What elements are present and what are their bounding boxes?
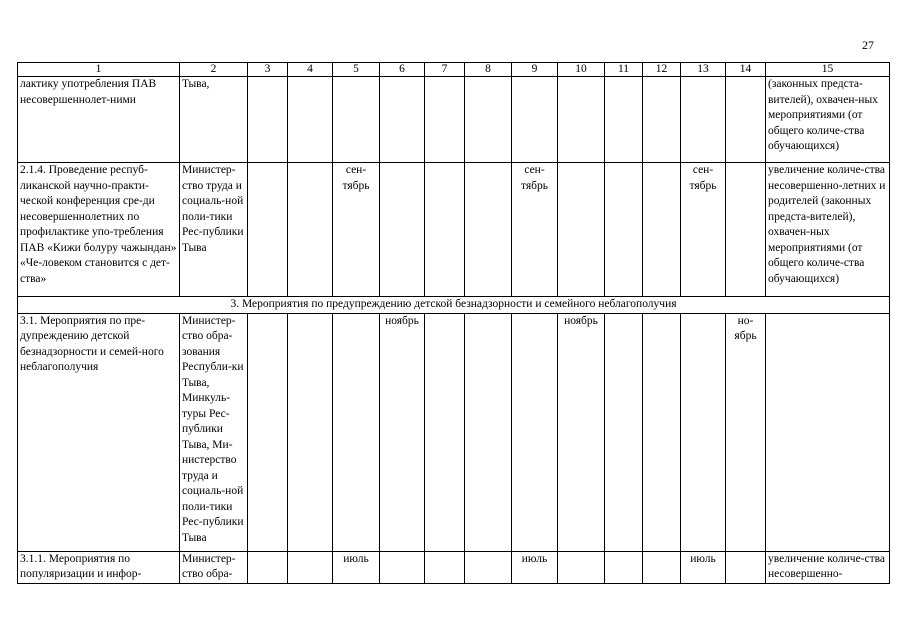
executor-cell: Тыва, [180, 77, 248, 163]
header-cell: 11 [605, 63, 643, 77]
month-cell: сен-тябрь [512, 163, 558, 297]
header-cell: 2 [180, 63, 248, 77]
table-row [18, 77, 890, 163]
empty-cell [605, 313, 643, 551]
table-row [18, 551, 890, 583]
plan-table [17, 62, 890, 584]
month-cell: ноябрь [380, 313, 425, 551]
header-cell: 1 [18, 63, 180, 77]
empty-cell [288, 551, 333, 583]
empty-cell [643, 163, 681, 297]
empty-cell [643, 77, 681, 163]
month-cell: сен-тябрь [681, 163, 726, 297]
page-number: 27 [862, 38, 874, 52]
indicator-cell: увеличение количе-ства несовершенно-летних и родителей (законных предста-вителей), охвачен-ных мероприятиями (от общего количе-ства обучающихся) [766, 163, 890, 297]
measure-name-cell: 3.1. Мероприятия по пре-дупреждению детской безнадзорности и семей-ного неблагополучия [18, 313, 180, 551]
empty-cell [465, 551, 512, 583]
empty-cell [425, 77, 465, 163]
empty-cell [643, 313, 681, 551]
month-cell [380, 551, 425, 583]
month-cell: сен-тябрь [333, 163, 380, 297]
empty-cell [288, 163, 333, 297]
header-cell: 12 [643, 63, 681, 77]
empty-cell [288, 77, 333, 163]
empty-cell [605, 77, 643, 163]
month-cell [333, 313, 380, 551]
month-cell [726, 163, 766, 297]
empty-cell [425, 313, 465, 551]
header-row [18, 63, 890, 77]
measure-name-cell: 3.1.1. Мероприятия по популяризации и инфор- [18, 551, 180, 583]
empty-cell [643, 551, 681, 583]
month-cell: июль [681, 551, 726, 583]
empty-cell [248, 163, 288, 297]
empty-cell [248, 551, 288, 583]
month-cell: ноябрь [558, 313, 605, 551]
month-cell [681, 77, 726, 163]
section-title: 3. Мероприятия по предупреждению детской безнадзорности и семейного неблагополучия [18, 297, 890, 314]
header-cell: 9 [512, 63, 558, 77]
executor-cell: Министер-ство обра- [180, 551, 248, 583]
empty-cell [605, 551, 643, 583]
indicator-cell: увеличение количе-ства несовершенно- [766, 551, 890, 583]
month-cell [726, 551, 766, 583]
month-cell [380, 163, 425, 297]
section-row [18, 297, 890, 314]
empty-cell [465, 313, 512, 551]
empty-cell [605, 163, 643, 297]
header-cell: 7 [425, 63, 465, 77]
empty-cell [288, 313, 333, 551]
month-cell: июль [333, 551, 380, 583]
empty-cell [248, 313, 288, 551]
month-cell [558, 551, 605, 583]
table-row [18, 163, 890, 297]
measure-name-cell: лактику употребления ПАВ несовершеннолет-ними [18, 77, 180, 163]
empty-cell [248, 77, 288, 163]
month-cell [380, 77, 425, 163]
month-cell [681, 313, 726, 551]
header-cell: 5 [333, 63, 380, 77]
header-cell: 15 [766, 63, 890, 77]
month-cell: июль [512, 551, 558, 583]
empty-cell [465, 163, 512, 297]
header-cell: 8 [465, 63, 512, 77]
header-cell: 4 [288, 63, 333, 77]
month-cell [512, 77, 558, 163]
measure-name-cell: 2.1.4. Проведение респуб-ликанской научно-практи-ческой конференция сре-ди несовершеннолетних по профилактике упо-требления ПАВ «Кижи болуру чажындан» «Че-ловеком становится с дет-ства» [18, 163, 180, 297]
empty-cell [465, 77, 512, 163]
header-cell: 6 [380, 63, 425, 77]
table-row [18, 313, 890, 551]
indicator-cell [766, 313, 890, 551]
month-cell: но-ябрь [726, 313, 766, 551]
empty-cell [425, 551, 465, 583]
header-cell: 10 [558, 63, 605, 77]
header-cell: 13 [681, 63, 726, 77]
month-cell [333, 77, 380, 163]
month-cell [726, 77, 766, 163]
header-cell: 14 [726, 63, 766, 77]
month-cell [512, 313, 558, 551]
month-cell [558, 77, 605, 163]
indicator-cell: (законных предста-вителей), охвачен-ных мероприятиями (от общего количе-ства обучающихся) [766, 77, 890, 163]
month-cell [558, 163, 605, 297]
header-cell: 3 [248, 63, 288, 77]
executor-cell: Министер-ство обра-зования Республи-ки Тыва, Минкуль-туры Рес-публики Тыва, Ми-нистерство труда и социаль-ной поли-тики Рес-публики Тыва [180, 313, 248, 551]
executor-cell: Министер-ство труда и социаль-ной поли-тики Рес-публики Тыва [180, 163, 248, 297]
empty-cell [425, 163, 465, 297]
